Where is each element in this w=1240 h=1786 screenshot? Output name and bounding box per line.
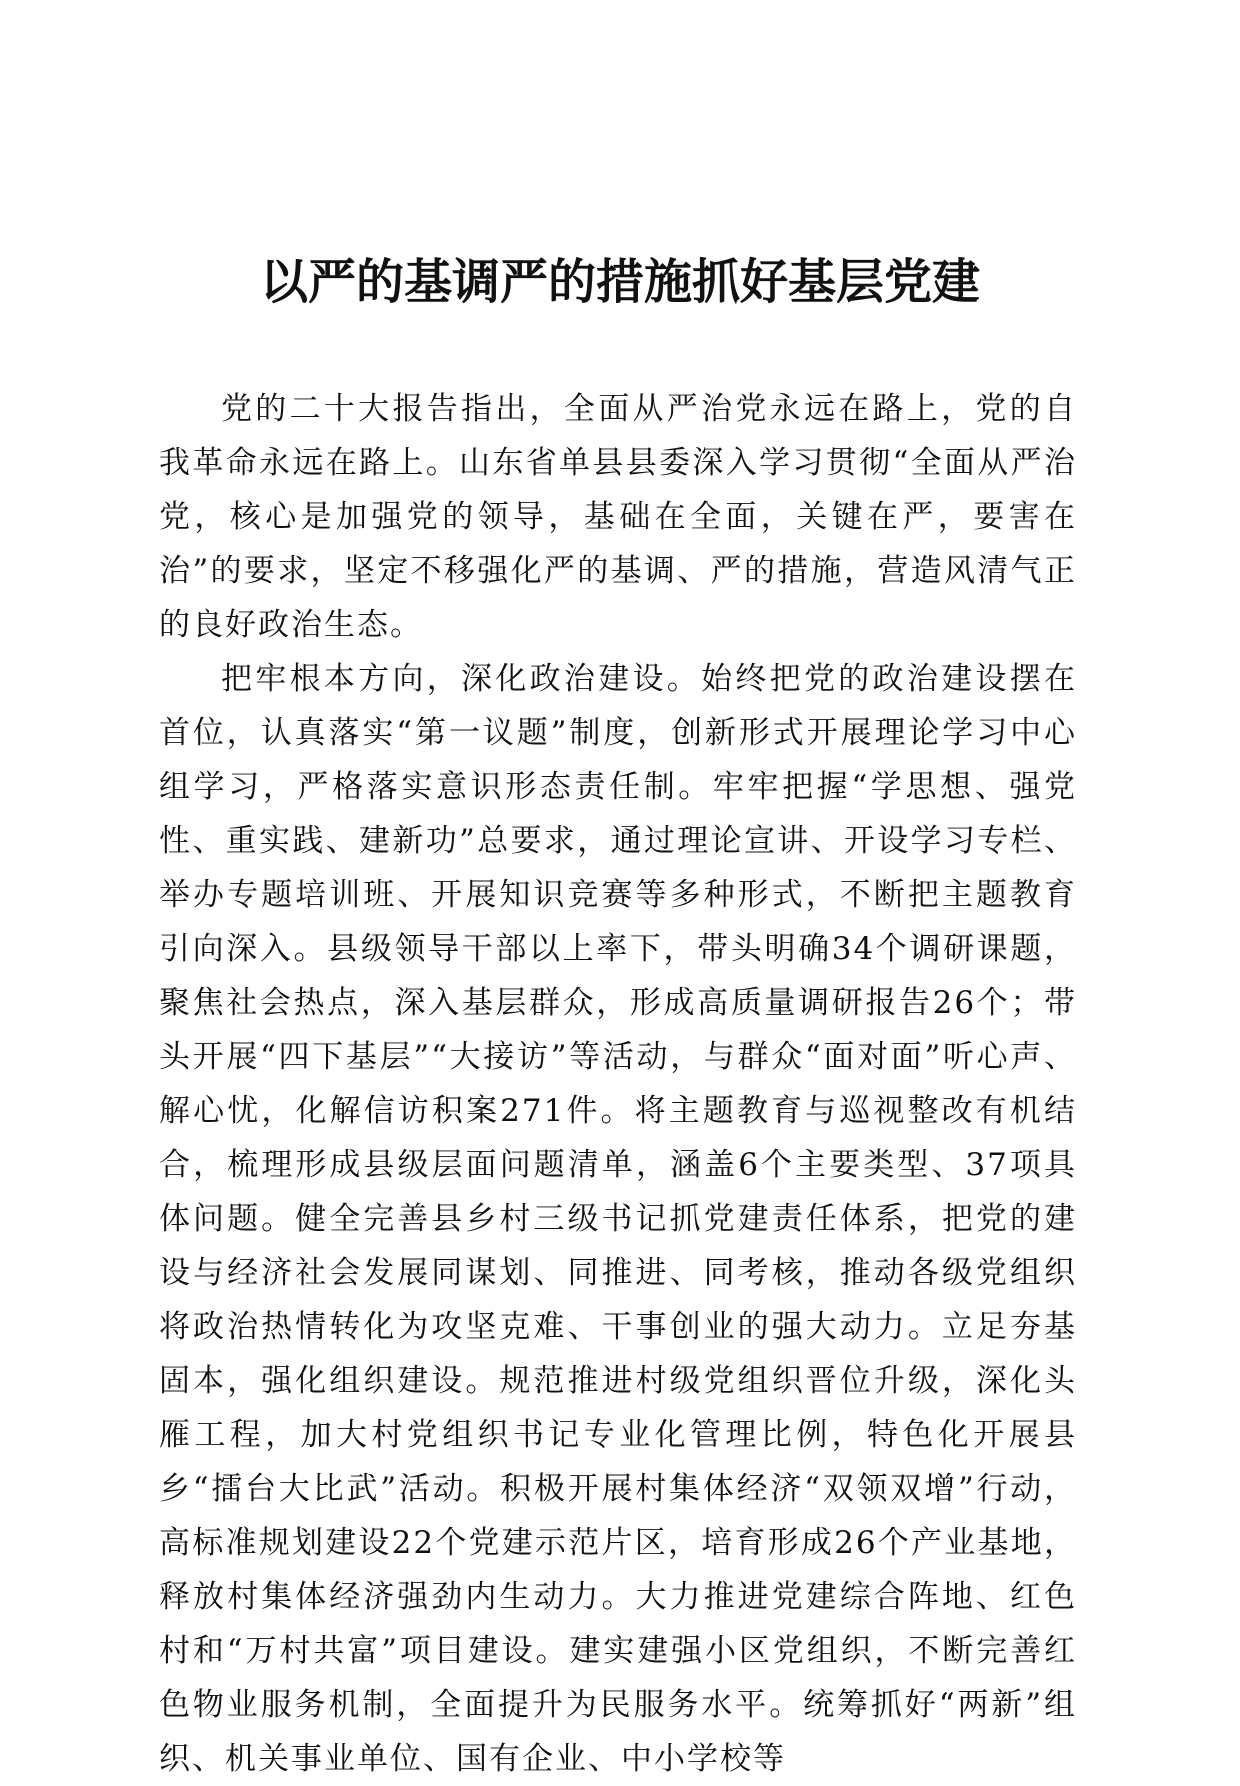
document-title: 以严的基调严的措施抓好基层党建: [259, 254, 980, 310]
paragraph-political-building: 把牢根本方向，深化政治建设。始终把党的政治建设摆在首位，认真落实“第一议题”制度，创新形式开展理论学习中心组学习，严格落实意识形态责任制。牢牢把握“学思想、强党性、重实践、建新功”总要求，通过理论宣讲、开设学习专栏、举办专题培训班、开展知识竞赛等多种形式，不断把主题教育引向深入。县级领导干部以上率下，带头明确34个调研课题，聚焦社会热点，深入基层群众，形成高质量调研报告26个；带头开展“四下基层”“大接访”等活动，与群众“面对面”听心声、解心忧，化解信访积案271件。将主题教育与巡视整改有机结合，梳理形成县级层面问题清单，涵盖6个主要类型、37项具体问题。健全完善县乡村三级书记抓党建责任体系，把党的建设与经济社会发展同谋划、同推进、同考核，推动各级党组织将政治热情转化为攻坚克难、干事创业的强大动力。立足夯基固本，强化组织建设。规范推进村级党组织晋位升级，深化头雁工程，加大村党组织书记专业化管理比例，特色化开展县乡“擂台大比武”活动。积极开展村集体经济“双领双增”行动，高标准规划建设22个党建示范片区，培育形成26个产业基地，释放村集体经济强劲内生动力。大力推进党建综合阵地、红色村和“万村共富”项目建设。建实建强小区党组织，不断完善红色物业服务机制，全面提升为民服务水平。统筹抓好“两新”组织、机关事业单位、国有企业、中小学校等: [159, 661, 1077, 1777]
document-body: [159, 382, 1077, 1786]
paragraph-intro: 党的二十大报告指出，全面从严治党永远在路上，党的自我革命永远在路上。山东省单县县委深入学习贯彻“全面从严治党，核心是加强党的领导，基础在全面，关键在严，要害在治”的要求，坚定不移强化严的基调、严的措施，营造风清气正的良好政治生态。: [159, 391, 1077, 643]
